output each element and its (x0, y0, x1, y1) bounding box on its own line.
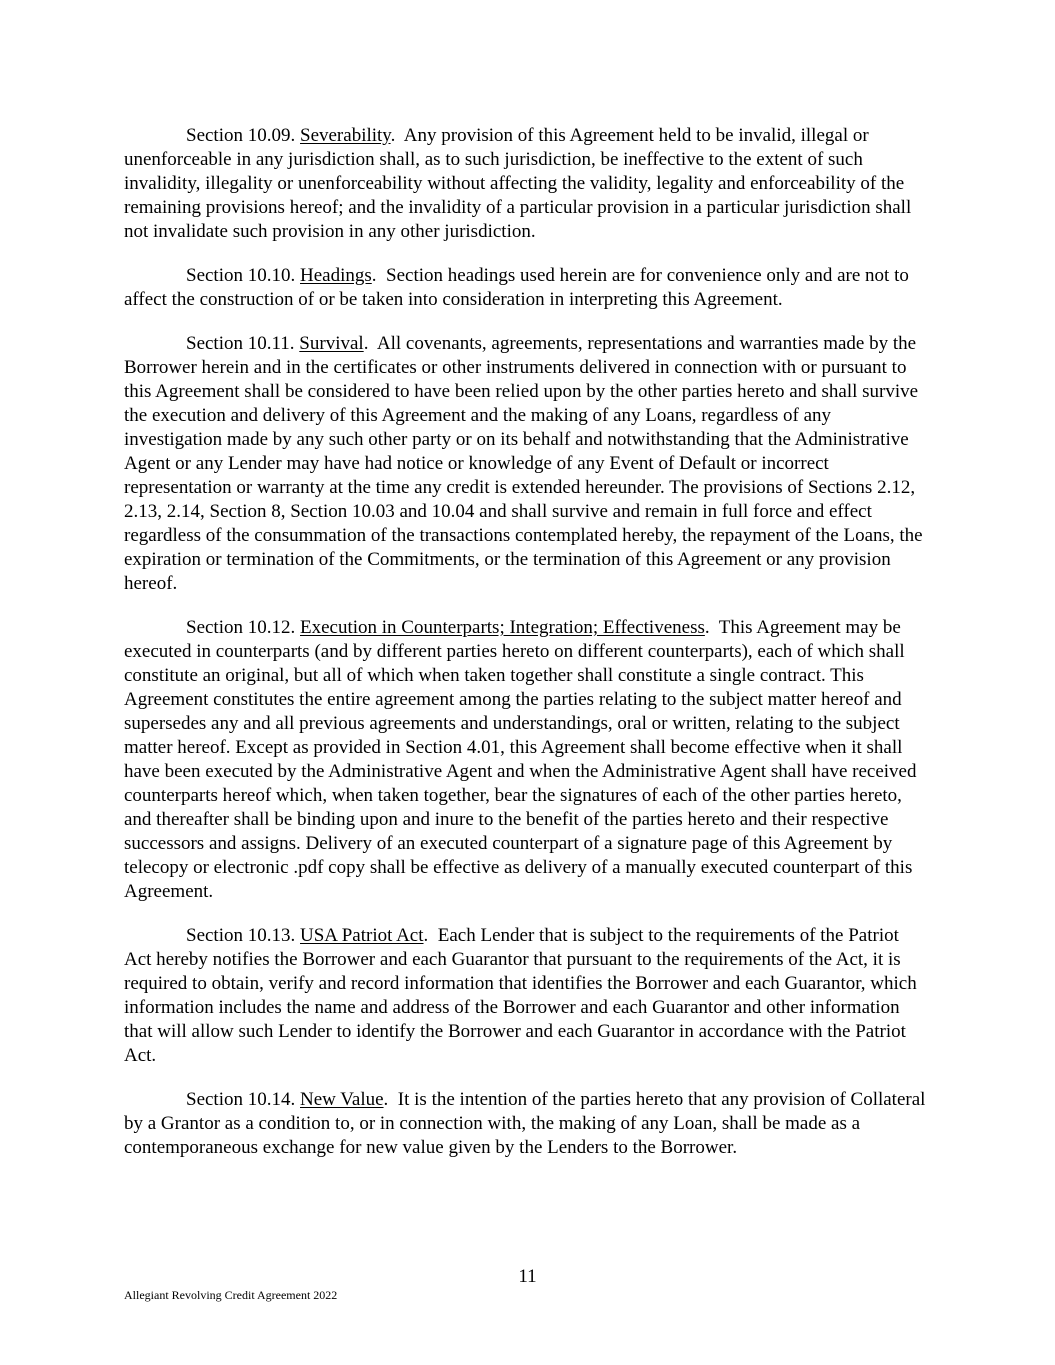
section-10-11: Section 10.11. Survival. All covenants, agreements, representations and warranties made by the Borrower herein and in the certificates or other instruments delivered in connection with or pursuant to this Agreement shall be considered to have been relied upon by the other parties hereto and shall survive the execution and delivery of this Agreement and the making of any Loans, regardless of any investigation made by any such other party or on its behalf and notwithstanding that the Administrative Agent or any Lender may have had notice or knowledge of any Event of Default or incorrect representation or warranty at the time any credit is extended hereunder. The provisions of Sections 2.12, 2.13, 2.14, Section 8, Section 10.03 and 10.04 and shall survive and remain in full force and effect regardless of the consummation of the transactions contemplated hereby, the repayment of the Loans, the expiration or termination of the Commitments, or the termination of this Agreement or any provision hereof. (124, 333, 923, 594)
document-body (124, 124, 929, 1180)
section-heading: Headings (300, 265, 372, 286)
section-number: Section 10.13. (186, 925, 296, 946)
section-text: It is the intention of the parties hereto that any provision of Collateral by a Grantor as a condition to, or in connection with, the making of any Loan, shall be made as a contemporaneous exchange for new value given by the Lenders to the Borrower. (124, 1089, 926, 1158)
section-heading: Execution in Counterparts; Integration; Effectiveness (300, 617, 705, 638)
section-10-09: Section 10.09. Severability. Any provision of this Agreement held to be invalid, illegal or unenforceable in any jurisdiction shall, as to such jurisdiction, be ineffective to the extent of such invalidity, illegality or unenforceability without affecting the validity, legality and enforceability of the remaining provisions hereof; and the invalidity of a particular provision in a particular jurisdiction shall not invalidate such provision in any other jurisdiction. (124, 125, 912, 242)
section-text: This Agreement may be executed in counterparts (and by different parties hereto on different counterparts), each of which shall constitute an original, but all of which when taken together shall constitute a single contract. This Agreement constitutes the entire agreement among the parties relating to the subject matter hereof and supersedes any and all previous agreements and understandings, oral or written, relating to the subject matter hereof. Except as provided in Section 4.01, this Agreement shall become effective when it shall have been executed by the Administrative Agent and when the Administrative Agent shall have received counterparts hereof which, when taken together, bear the signatures of each of the other parties hereto, and thereafter shall be binding upon and inure to the benefit of the parties hereto and their respective successors and assigns. Delivery of an executed counterpart of a signature page of this Agreement by telecopy or electronic .pdf copy shall be effective as delivery of a manually executed counterpart of this Agreement. (124, 617, 917, 902)
section-text: Each Lender that is subject to the requirements of the Patriot Act hereby notifies the Borrower and each Guarantor that pursuant to the requirements of the Act, it is required to obtain, verify and record information that identifies the Borrower and each Guarantor, which information includes the name and address of the Borrower and each Guarantor and other information that will allow such Lender to identify the Borrower and each Guarantor in accordance with the Patriot Act. (124, 925, 917, 1066)
section-number: Section 10.10. (186, 265, 296, 286)
section-heading: New Value (300, 1089, 384, 1110)
section-number: Section 10.12. (186, 617, 296, 638)
page-number: 11 (518, 1266, 537, 1287)
document-footer: Allegiant Revolving Credit Agreement 2022 (124, 1288, 338, 1302)
section-heading: USA Patriot Act (300, 925, 424, 946)
section-10-14: Section 10.14. New Value. It is the intention of the parties hereto that any provision of Collateral by a Grantor as a condition to, or in connection with, the making of any Loan, shall be made as a contemporaneous exchange for new value given by the Lenders to the Borrower. (124, 1089, 926, 1158)
section-heading: Severability (300, 125, 391, 146)
section-number: Section 10.14. (186, 1089, 296, 1110)
section-heading: Survival (299, 333, 364, 354)
section-10-13: Section 10.13. USA Patriot Act. Each Lender that is subject to the requirements of the Patriot Act hereby notifies the Borrower and each Guarantor that pursuant to the requirements of the Act, it is required to obtain, verify and record information that identifies the Borrower and each Guarantor, which information includes the name and address of the Borrower and each Guarantor and other information that will allow such Lender to identify the Borrower and each Guarantor in accordance with the Patriot Act. (124, 925, 917, 1066)
section-number: Section 10.09. (186, 125, 296, 146)
section-text: All covenants, agreements, representations and warranties made by the Borrower herein and in the certificates or other instruments delivered in connection with or pursuant to this Agreement shall be considered to have been relied upon by the other parties hereto and shall survive the execution and delivery of this Agreement and the making of any Loans, regardless of any investigation made by any such other party or on its behalf and notwithstanding that the Administrative Agent or any Lender may have had notice or knowledge of any Event of Default or incorrect representation or warranty at the time any credit is extended hereunder. The provisions of Sections 2.12, 2.13, 2.14, Section 8, Section 10.03 and 10.04 and shall survive and remain in full force and effect regardless of the consummation of the transactions contemplated hereby, the repayment of the Loans, the expiration or termination of the Commitments, or the termination of this Agreement or any provision hereof. (124, 333, 923, 594)
section-text: Any provision of this Agreement held to be invalid, illegal or unenforceable in any jurisdiction shall, as to such jurisdiction, be ineffective to the extent of such invalidity, illegality or unenforceability without affecting the validity, legality and enforceability of the remaining provisions hereof; and the invalidity of a particular provision in a particular jurisdiction shall not invalidate such provision in any other jurisdiction. (124, 125, 912, 242)
section-number: Section 10.11. (186, 333, 295, 354)
section-10-10: Section 10.10. Headings. Section headings used herein are for convenience only and are not to affect the construction of or be taken into consideration in interpreting this Agreement. (124, 265, 909, 310)
section-10-12: Section 10.12. Execution in Counterparts; Integration; Effectiveness. This Agreement may be executed in counterparts (and by different parties hereto on different counterparts), each of which shall constitute an original, but all of which when taken together shall constitute a single contract. This Agreement constitutes the entire agreement among the parties relating to the subject matter hereof and supersedes any and all previous agreements and understandings, oral or written, relating to the subject matter hereof. Except as provided in Section 4.01, this Agreement shall become effective when it shall have been executed by the Administrative Agent and when the Administrative Agent shall have received counterparts hereof which, when taken together, bear the signatures of each of the other parties hereto, and thereafter shall be binding upon and inure to the benefit of the parties hereto and their respective successors and assigns. Delivery of an executed counterpart of a signature page of this Agreement by telecopy or electronic .pdf copy shall be effective as delivery of a manually executed counterpart of this Agreement. (124, 617, 917, 902)
section-text: Section headings used herein are for convenience only and are not to affect the construction of or be taken into consideration in interpreting this Agreement. (124, 265, 909, 310)
